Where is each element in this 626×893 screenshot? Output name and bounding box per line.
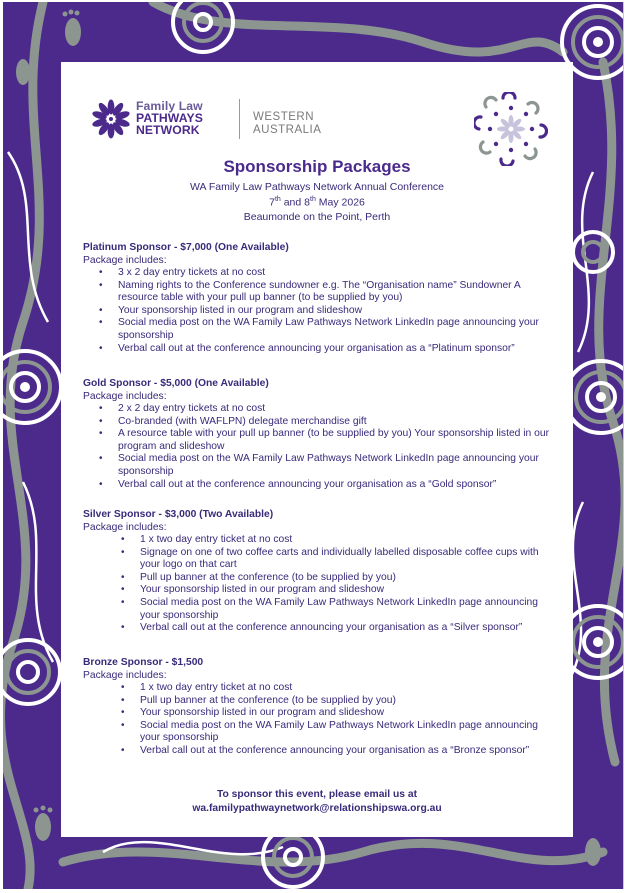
contact-block — [61, 788, 573, 815]
package-list — [83, 682, 553, 758]
bronze-section — [83, 656, 553, 758]
conference-name: WA Family Law Pathways Network Annual Conference — [189, 181, 445, 193]
list-item: • 3 x 2 day entry tickets at no cost — [83, 267, 553, 280]
flyer-background — [3, 2, 624, 889]
silver-section — [83, 508, 553, 635]
date-sup1: th — [274, 196, 281, 203]
conference-venue: Beaumonde on the Point, Perth — [243, 211, 391, 223]
wa-wordmark — [253, 111, 321, 137]
gold-section — [83, 377, 553, 491]
contact-text: To sponsor this event, please email us at — [216, 789, 418, 800]
list-item: • Your sponsorship listed in our program and slideshow — [83, 584, 553, 597]
flpn-wordmark — [136, 100, 203, 136]
date-rest: May 2026 — [315, 196, 365, 209]
list-item: • Social media post on the WA Family Law Pathways Network LinkedIn page announcing your sponsorship — [83, 597, 553, 622]
circle-emblem-icon — [474, 92, 548, 166]
list-item: • A resource table with your pull up banner (to be supplied by you) Your sponsorship listed in our program and slideshow — [83, 428, 553, 453]
section-heading: Platinum Sponsor - $7,000 (One Available) — [83, 242, 289, 253]
logo-divider — [239, 99, 240, 139]
list-item: • 1 x two day entry ticket at no cost — [83, 682, 553, 695]
list-item: • 1 x two day entry ticket at no cost — [83, 534, 553, 547]
list-item: • Co-branded (with WAFLPN) delegate merchandise gift — [83, 416, 553, 429]
list-item: • Pull up banner at the conference (to be supplied by you) — [83, 572, 553, 585]
list-item: • Your sponsorship listed in our program and slideshow — [83, 707, 553, 720]
list-item: • Social media post on the WA Family Law Pathways Network LinkedIn page announcing your sponsorship — [83, 720, 553, 745]
list-item: • Pull up banner at the conference (to be supplied by you) — [83, 695, 553, 708]
package-includes-label: Package includes: — [83, 670, 167, 681]
art-trail-left — [3, 2, 43, 889]
list-item: • 2 x 2 day entry tickets at no cost — [83, 403, 553, 416]
date-sup2: th — [310, 196, 316, 203]
list-item: • Verbal call out at the conference announcing your organisation as a “Gold sponsor” — [83, 479, 553, 492]
date-day1: 7 — [269, 196, 275, 209]
logo-line1: Family Law — [136, 99, 203, 113]
wa-line1: WESTERN — [253, 111, 314, 123]
art-trail-bottom — [63, 843, 603, 862]
art-trail-top — [153, 2, 563, 52]
list-item: • Verbal call out at the conference announcing your organisation as a “Platinum sponsor” — [83, 343, 553, 356]
list-item: • Social media post on the WA Family Law Pathways Network LinkedIn page announcing your sponsorship — [83, 317, 553, 342]
date-and: and 8 — [280, 196, 310, 209]
list-item: • Verbal call out at the conference announcing your organisation as a “Bronze sponsor” — [83, 745, 553, 758]
list-item: • Verbal call out at the conference announcing your organisation as a “Silver sponsor” — [83, 622, 553, 635]
contact-email[interactable]: wa.familypathwaynetwork@relationshipswa.org.au — [192, 802, 442, 814]
content-page — [61, 62, 573, 837]
package-includes-label: Package includes: — [83, 522, 167, 533]
logo-line3: NETWORK — [136, 123, 200, 137]
list-item: • Your sponsorship listed in our program and slideshow — [83, 305, 553, 318]
section-heading: Gold Sponsor - $5,000 (One Available) — [83, 378, 269, 389]
list-item: • Social media post on the WA Family Law Pathways Network LinkedIn page announcing your sponsorship — [83, 453, 553, 478]
section-heading: Bronze Sponsor - $1,500 — [83, 657, 204, 668]
list-item: • Signage on one of two coffee carts and individually labelled disposable coffee cups with your logo on that cart — [83, 547, 553, 572]
package-includes-label: Package includes: — [83, 391, 167, 402]
package-list — [83, 534, 553, 635]
platinum-section — [83, 241, 553, 355]
package-list — [83, 267, 553, 355]
lotus-icon — [91, 99, 131, 139]
package-includes-label: Package includes: — [83, 255, 167, 266]
list-item: • Naming rights to the Conference sundowner e.g. The “Organisation name” Sundowner A resource table with your pull up banner (to be supplied by you) — [83, 280, 553, 305]
page-title: Sponsorship Packages — [223, 157, 411, 176]
flpn-logo — [91, 99, 321, 141]
section-heading: Silver Sponsor - $3,000 (Two Available) — [83, 509, 274, 520]
logo-line2: PATHWAYS — [136, 111, 203, 125]
conference-dates — [61, 196, 573, 209]
wa-line2: AUSTRALIA — [253, 124, 322, 136]
package-list — [83, 403, 553, 491]
